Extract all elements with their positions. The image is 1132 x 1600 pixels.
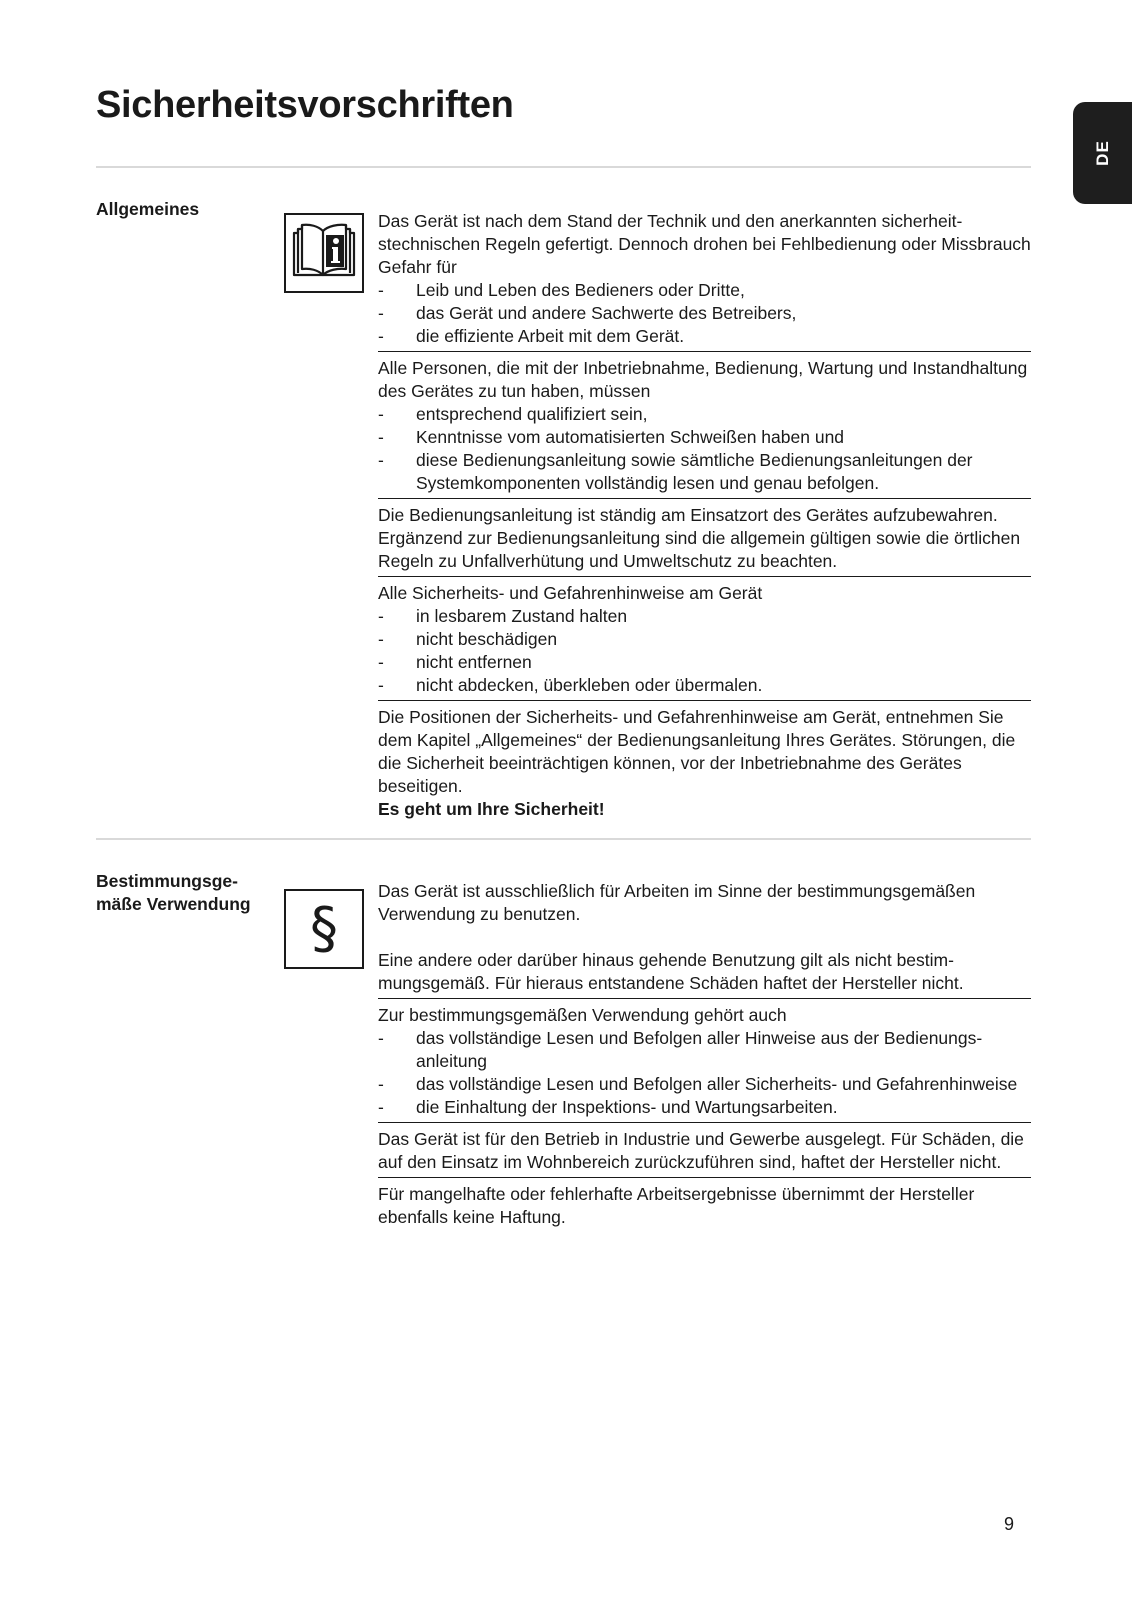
- paragraph: Eine andere oder darüber hinaus gehende Benutzung gilt als nicht bestimmungsgemäß. Für hieraus entstandene Schäden haftet der Hersteller nicht.: [378, 950, 964, 993]
- paragraph: Alle Personen, die mit der Inbetriebnahme, Bedienung, Wartung und Instandhaltung des Gerätes zu tun haben, müssen: [378, 358, 1028, 401]
- list-item: - Kenntnisse vom automatisierten Schweißen haben und: [378, 426, 1031, 449]
- language-tab[interactable]: [1073, 102, 1132, 204]
- page-number: 9: [1004, 1514, 1015, 1534]
- paragraph: Das Gerät ist nach dem Stand der Technik und den anerkannten sicherheitstechnischen Regeln gefertigt. Dennoch drohen bei Fehlbedienung oder Missbrauch Gefahr für: [378, 211, 1031, 277]
- paragraph-glyph: §: [310, 896, 338, 961]
- list-item: - Leib und Leben des Bedieners oder Dritte,: [378, 279, 1031, 302]
- text-block: [378, 1122, 1031, 1177]
- text-block: [378, 498, 1031, 576]
- safety-emphasis: Es geht um Ihre Sicherheit!: [378, 799, 605, 819]
- list-item: - in lesbarem Zustand halten: [378, 605, 1031, 628]
- paragraph: Alle Sicherheits- und Gefahrenhinweise am Gerät: [378, 583, 763, 603]
- paragraph: Das Gerät ist ausschließlich für Arbeiten im Sinne der bestimmungsgemäßen Verwendung zu benutzen.: [378, 881, 976, 924]
- info-manual-icon: [284, 213, 364, 293]
- dash-list: [378, 403, 1031, 495]
- text-block: [378, 998, 1031, 1122]
- text-block: [378, 880, 1031, 998]
- list-item: - die effiziente Arbeit mit dem Gerät.: [378, 325, 1031, 348]
- paragraph-icon: [284, 889, 364, 969]
- list-item: - das vollständige Lesen und Befolgen aller Hinweise aus der Bedienungsanleitung: [378, 1027, 1031, 1073]
- language-tab-label: DE: [1092, 140, 1112, 166]
- dash-list: [378, 1027, 1031, 1119]
- section-divider: [96, 838, 1031, 840]
- paragraph: Die Positionen der Sicherheits- und Gefahrenhinweise am Gerät, entnehmen Sie dem Kapitel „Allgemeines“ der Bedienungsanleitung Ihres Gerätes. Störungen, die die Sicherheit beeinträchtigen können, vor der Inbetriebnahme des Gerätes beseitigen.: [378, 707, 1016, 796]
- paragraph: Die Bedienungsanleitung ist ständig am Einsatzort des Gerätes aufzubewahren. Ergänzend zur Bedienungsanleitung sind die allgemein gültigen sowie die örtlichen Regeln zu Unfallverhütung und Umweltschutz zu beachten.: [378, 505, 1021, 571]
- list-item: - nicht beschädigen: [378, 628, 1031, 651]
- paragraph: Das Gerät ist für den Betrieb in Industrie und Gewerbe ausgelegt. Für Schäden, die auf den Einsatz im Wohnbereich zurückzuführen sind, haftet der Hersteller nicht.: [378, 1129, 1024, 1172]
- section-heading-bestimmungsgemaesse-verwendung: Bestimmungsgemäße Verwendung: [96, 871, 251, 914]
- dash-list: [378, 605, 1031, 697]
- list-item: - entsprechend qualifiziert sein,: [378, 403, 1031, 426]
- list-item: - das vollständige Lesen und Befolgen aller Sicherheits- und Gefahrenhinweise: [378, 1073, 1031, 1096]
- list-item: - das Gerät und andere Sachwerte des Betreibers,: [378, 302, 1031, 325]
- text-block: [378, 576, 1031, 700]
- section-content-allgemeines: [378, 210, 1031, 824]
- paragraph: Zur bestimmungsgemäßen Verwendung gehört auch: [378, 1005, 787, 1025]
- title-divider: [96, 166, 1031, 168]
- list-item: - nicht abdecken, überkleben oder übermalen.: [378, 674, 1031, 697]
- list-item: - die Einhaltung der Inspektions- und Wartungsarbeiten.: [378, 1096, 1031, 1119]
- text-block: [378, 210, 1031, 351]
- list-item: - diese Bedienungsanleitung sowie sämtliche Bedienungsanleitungen der Systemkomponenten vollständig lesen und genau befolgen.: [378, 449, 1031, 495]
- section-content-bestimmungsgemaesse-verwendung: [378, 880, 1031, 1232]
- text-block: [378, 700, 1031, 824]
- paragraph: Für mangelhafte oder fehlerhafte Arbeitsergebnisse übernimmt der Hersteller ebenfalls keine Haftung.: [378, 1184, 975, 1227]
- page-title: Sicherheitsvorschriften: [96, 84, 514, 126]
- list-item: - nicht entfernen: [378, 651, 1031, 674]
- section-heading-allgemeines: Allgemeines: [96, 199, 200, 219]
- text-block: [378, 1177, 1031, 1232]
- dash-list: [378, 279, 1031, 348]
- text-block: [378, 351, 1031, 498]
